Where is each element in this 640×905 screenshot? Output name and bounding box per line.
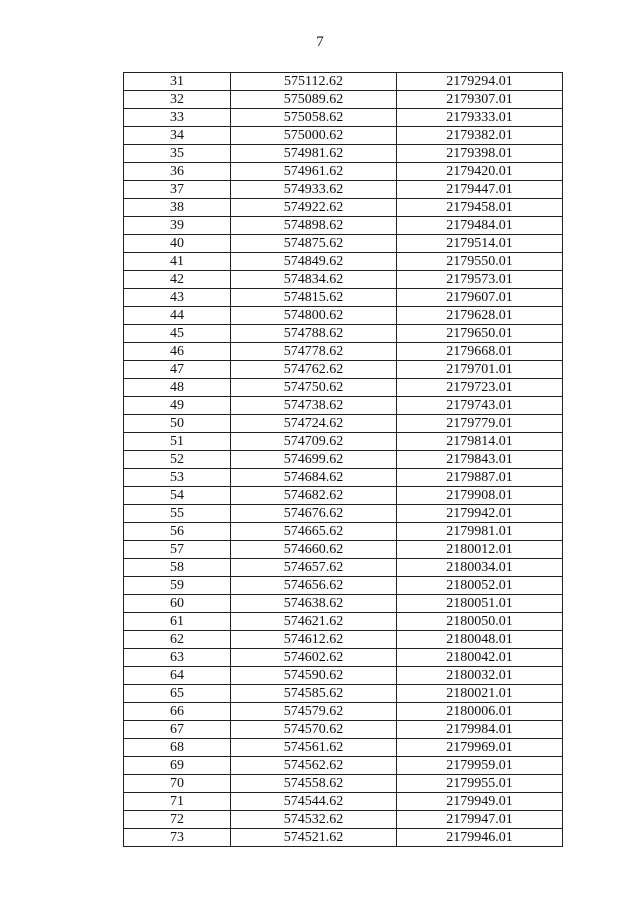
x-coordinate-cell: 574621.62 — [231, 613, 397, 631]
y-coordinate-cell: 2179458.01 — [397, 199, 563, 217]
table-row — [124, 469, 563, 487]
x-coordinate-cell: 575000.62 — [231, 127, 397, 145]
y-coordinate-cell: 2179514.01 — [397, 235, 563, 253]
y-coordinate-cell: 2179946.01 — [397, 829, 563, 847]
table-row — [124, 613, 563, 631]
x-coordinate-cell: 574532.62 — [231, 811, 397, 829]
y-coordinate-cell: 2179607.01 — [397, 289, 563, 307]
y-coordinate-cell: 2179887.01 — [397, 469, 563, 487]
x-coordinate-cell: 574961.62 — [231, 163, 397, 181]
table-row — [124, 73, 563, 91]
point-number-cell: 68 — [124, 739, 231, 757]
y-coordinate-cell: 2179398.01 — [397, 145, 563, 163]
table-row — [124, 541, 563, 559]
y-coordinate-cell: 2179955.01 — [397, 775, 563, 793]
x-coordinate-cell: 574682.62 — [231, 487, 397, 505]
y-coordinate-cell: 2179628.01 — [397, 307, 563, 325]
page-number: 7 — [316, 34, 324, 50]
y-coordinate-cell: 2180048.01 — [397, 631, 563, 649]
x-coordinate-cell: 574521.62 — [231, 829, 397, 847]
point-number-cell: 65 — [124, 685, 231, 703]
y-coordinate-cell: 2180006.01 — [397, 703, 563, 721]
point-number-cell: 67 — [124, 721, 231, 739]
y-coordinate-cell: 2179294.01 — [397, 73, 563, 91]
table-row — [124, 703, 563, 721]
y-coordinate-cell: 2179333.01 — [397, 109, 563, 127]
point-number-cell: 33 — [124, 109, 231, 127]
point-number-cell: 49 — [124, 397, 231, 415]
point-number-cell: 52 — [124, 451, 231, 469]
x-coordinate-cell: 574684.62 — [231, 469, 397, 487]
table-row — [124, 433, 563, 451]
point-number-cell: 43 — [124, 289, 231, 307]
x-coordinate-cell: 574665.62 — [231, 523, 397, 541]
coordinates-table — [123, 72, 563, 847]
y-coordinate-cell: 2179550.01 — [397, 253, 563, 271]
table-row — [124, 379, 563, 397]
y-coordinate-cell: 2179908.01 — [397, 487, 563, 505]
point-number-cell: 70 — [124, 775, 231, 793]
table-row — [124, 163, 563, 181]
x-coordinate-cell: 574981.62 — [231, 145, 397, 163]
x-coordinate-cell: 574660.62 — [231, 541, 397, 559]
table-row — [124, 307, 563, 325]
point-number-cell: 64 — [124, 667, 231, 685]
x-coordinate-cell: 574815.62 — [231, 289, 397, 307]
table-row — [124, 199, 563, 217]
x-coordinate-cell: 574849.62 — [231, 253, 397, 271]
point-number-cell: 32 — [124, 91, 231, 109]
x-coordinate-cell: 574544.62 — [231, 793, 397, 811]
x-coordinate-cell: 574656.62 — [231, 577, 397, 595]
point-number-cell: 34 — [124, 127, 231, 145]
point-number-cell: 58 — [124, 559, 231, 577]
point-number-cell: 54 — [124, 487, 231, 505]
y-coordinate-cell: 2179484.01 — [397, 217, 563, 235]
x-coordinate-cell: 574699.62 — [231, 451, 397, 469]
table-row — [124, 289, 563, 307]
y-coordinate-cell: 2179650.01 — [397, 325, 563, 343]
y-coordinate-cell: 2179307.01 — [397, 91, 563, 109]
table-row — [124, 595, 563, 613]
x-coordinate-cell: 574724.62 — [231, 415, 397, 433]
y-coordinate-cell: 2179447.01 — [397, 181, 563, 199]
point-number-cell: 37 — [124, 181, 231, 199]
point-number-cell: 42 — [124, 271, 231, 289]
y-coordinate-cell: 2180042.01 — [397, 649, 563, 667]
x-coordinate-cell: 574875.62 — [231, 235, 397, 253]
point-number-cell: 48 — [124, 379, 231, 397]
table-row — [124, 757, 563, 775]
table-row — [124, 361, 563, 379]
point-number-cell: 56 — [124, 523, 231, 541]
table-row — [124, 649, 563, 667]
x-coordinate-cell: 574612.62 — [231, 631, 397, 649]
table-row — [124, 91, 563, 109]
x-coordinate-cell: 574834.62 — [231, 271, 397, 289]
table-row — [124, 415, 563, 433]
table-row — [124, 505, 563, 523]
y-coordinate-cell: 2179984.01 — [397, 721, 563, 739]
point-number-cell: 69 — [124, 757, 231, 775]
table-row — [124, 271, 563, 289]
table-row — [124, 559, 563, 577]
point-number-cell: 73 — [124, 829, 231, 847]
y-coordinate-cell: 2180052.01 — [397, 577, 563, 595]
y-coordinate-cell: 2179843.01 — [397, 451, 563, 469]
point-number-cell: 53 — [124, 469, 231, 487]
table-row — [124, 145, 563, 163]
x-coordinate-cell: 574602.62 — [231, 649, 397, 667]
point-number-cell: 40 — [124, 235, 231, 253]
point-number-cell: 72 — [124, 811, 231, 829]
y-coordinate-cell: 2179573.01 — [397, 271, 563, 289]
y-coordinate-cell: 2179949.01 — [397, 793, 563, 811]
x-coordinate-cell: 574750.62 — [231, 379, 397, 397]
table-row — [124, 235, 563, 253]
x-coordinate-cell: 574585.62 — [231, 685, 397, 703]
y-coordinate-cell: 2180021.01 — [397, 685, 563, 703]
point-number-cell: 36 — [124, 163, 231, 181]
table-row — [124, 721, 563, 739]
x-coordinate-cell: 574562.62 — [231, 757, 397, 775]
y-coordinate-cell: 2179947.01 — [397, 811, 563, 829]
y-coordinate-cell: 2179701.01 — [397, 361, 563, 379]
y-coordinate-cell: 2179420.01 — [397, 163, 563, 181]
y-coordinate-cell: 2179723.01 — [397, 379, 563, 397]
x-coordinate-cell: 574762.62 — [231, 361, 397, 379]
table-row — [124, 631, 563, 649]
x-coordinate-cell: 575112.62 — [231, 73, 397, 91]
x-coordinate-cell: 574709.62 — [231, 433, 397, 451]
x-coordinate-cell: 574898.62 — [231, 217, 397, 235]
coordinates-table-body — [124, 73, 563, 847]
x-coordinate-cell: 575089.62 — [231, 91, 397, 109]
x-coordinate-cell: 574922.62 — [231, 199, 397, 217]
x-coordinate-cell: 574788.62 — [231, 325, 397, 343]
x-coordinate-cell: 574778.62 — [231, 343, 397, 361]
point-number-cell: 57 — [124, 541, 231, 559]
table-row — [124, 487, 563, 505]
point-number-cell: 60 — [124, 595, 231, 613]
y-coordinate-cell: 2179382.01 — [397, 127, 563, 145]
table-row — [124, 775, 563, 793]
table-row — [124, 127, 563, 145]
table-row — [124, 793, 563, 811]
point-number-cell: 44 — [124, 307, 231, 325]
table-row — [124, 523, 563, 541]
point-number-cell: 47 — [124, 361, 231, 379]
x-coordinate-cell: 574561.62 — [231, 739, 397, 757]
point-number-cell: 35 — [124, 145, 231, 163]
point-number-cell: 46 — [124, 343, 231, 361]
table-row — [124, 181, 563, 199]
y-coordinate-cell: 2180012.01 — [397, 541, 563, 559]
table-row — [124, 343, 563, 361]
y-coordinate-cell: 2179942.01 — [397, 505, 563, 523]
point-number-cell: 45 — [124, 325, 231, 343]
y-coordinate-cell: 2180034.01 — [397, 559, 563, 577]
point-number-cell: 50 — [124, 415, 231, 433]
table-row — [124, 397, 563, 415]
y-coordinate-cell: 2179959.01 — [397, 757, 563, 775]
table-row — [124, 451, 563, 469]
table-row — [124, 217, 563, 235]
y-coordinate-cell: 2179981.01 — [397, 523, 563, 541]
point-number-cell: 61 — [124, 613, 231, 631]
point-number-cell: 59 — [124, 577, 231, 595]
x-coordinate-cell: 574579.62 — [231, 703, 397, 721]
y-coordinate-cell: 2179814.01 — [397, 433, 563, 451]
x-coordinate-cell: 574558.62 — [231, 775, 397, 793]
y-coordinate-cell: 2179779.01 — [397, 415, 563, 433]
y-coordinate-cell: 2179743.01 — [397, 397, 563, 415]
y-coordinate-cell: 2179969.01 — [397, 739, 563, 757]
table-row — [124, 109, 563, 127]
x-coordinate-cell: 574800.62 — [231, 307, 397, 325]
x-coordinate-cell: 574638.62 — [231, 595, 397, 613]
table-row — [124, 739, 563, 757]
x-coordinate-cell: 574590.62 — [231, 667, 397, 685]
y-coordinate-cell: 2179668.01 — [397, 343, 563, 361]
table-row — [124, 685, 563, 703]
y-coordinate-cell: 2180051.01 — [397, 595, 563, 613]
table-row — [124, 577, 563, 595]
table-row — [124, 829, 563, 847]
point-number-cell: 62 — [124, 631, 231, 649]
x-coordinate-cell: 574738.62 — [231, 397, 397, 415]
point-number-cell: 41 — [124, 253, 231, 271]
point-number-cell: 66 — [124, 703, 231, 721]
x-coordinate-cell: 574570.62 — [231, 721, 397, 739]
x-coordinate-cell: 574657.62 — [231, 559, 397, 577]
y-coordinate-cell: 2180032.01 — [397, 667, 563, 685]
point-number-cell: 51 — [124, 433, 231, 451]
point-number-cell: 39 — [124, 217, 231, 235]
x-coordinate-cell: 574933.62 — [231, 181, 397, 199]
x-coordinate-cell: 574676.62 — [231, 505, 397, 523]
table-row — [124, 253, 563, 271]
table-row — [124, 811, 563, 829]
point-number-cell: 55 — [124, 505, 231, 523]
point-number-cell: 31 — [124, 73, 231, 91]
point-number-cell: 71 — [124, 793, 231, 811]
table-row — [124, 667, 563, 685]
y-coordinate-cell: 2180050.01 — [397, 613, 563, 631]
point-number-cell: 63 — [124, 649, 231, 667]
x-coordinate-cell: 575058.62 — [231, 109, 397, 127]
table-row — [124, 325, 563, 343]
point-number-cell: 38 — [124, 199, 231, 217]
